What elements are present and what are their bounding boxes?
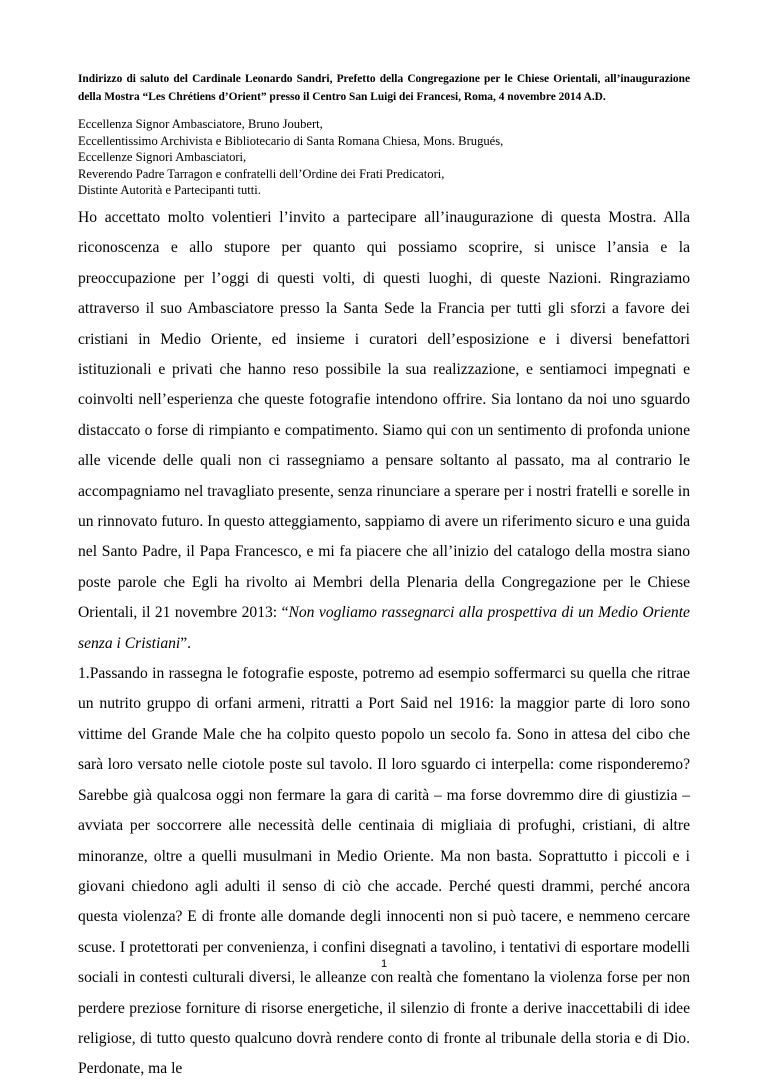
salutation-line: Eccellenze Signori Ambasciatori,: [78, 150, 247, 165]
pope-quote: Non vogliamo rassegnarci alla prospettiva di un Medio Oriente senza i Cristiani: [78, 604, 690, 652]
quote-open: “: [281, 604, 289, 622]
salutations-block: [78, 116, 690, 199]
page-number: 1: [380, 958, 388, 970]
salutation-line: Eccellenza Signor Ambasciatore, Bruno Joubert,: [78, 117, 323, 131]
document-heading: Indirizzo di saluto del Cardinale Leonardo Sandri, Prefetto della Congregazione per le Chiese Orientali, all’inaugurazione della Mostra “Les Chrétiens d’Orient” presso il Centro San Luigi dei Francesi, Roma, 4 novembre 2014 A.D.: [78, 73, 690, 103]
salutation-line: Eccellentissimo Archivista e Bibliotecario di Santa Romana Chiesa, Mons. Brugués,: [78, 133, 504, 148]
body-paragraph: [78, 203, 690, 659]
salutation-line: Distinte Autorità e Partecipanti tutti.: [78, 183, 261, 198]
salutation-line: Reverendo Padre Tarragon e confratelli dell’Ordine dei Frati Predicatori,: [78, 166, 445, 181]
quote-close: ”.: [180, 634, 192, 652]
paragraph-text: Ho accettato molto volentieri l’invito a partecipare all’inaugurazione di questa Mostra. Alla riconoscenza e allo stupore per quanto qui possiamo scoprire, si unisce l’ansia e la preoccupazione per l’oggi di questi volti, di questi luoghi, di queste Nazioni. Ringraziamo attraverso il suo Ambasciatore presso la Santa Sede la Francia per tutti gli sforzi a favore dei cristiani in Medio Oriente, ed insieme i curatori dell’esposizione e i diversi benefattori istituzionali e privati che hanno reso possibile la sua realizzazione, e sentiamoci impegnati e coinvolti nell’esperienza che queste fotografie intendono offrire. Sia lontano da noi uno sguardo distaccato o forse di rimpianto e compatimento. Siamo qui con un sentimento di profonda unione alle vicende delle quali non ci rassegniamo a pensare soltanto al passato, ma al contrario le accompagniamo nel travagliato presente, senza rinunciare a sperare per i nostri fratelli e sorelle in un rinnovato futuro. In questo atteggiamento, sappiamo di avere un riferimento sicuro e una guida nel Santo Padre, il Papa Francesco, e mi fa piacere che all’inizio del catalogo della mostra siano poste parole che Egli ha rivolto ai Membri della Plenaria della Congregazione per le Chiese Orientali, il 21 novembre 2013:: [78, 208, 690, 622]
body-paragraph: 1.Passando in rassegna le fotografie esposte, potremo ad esempio soffermarci su quella che ritrae un nutrito gruppo di orfani armeni, ritratti a Port Said nel 1916: la maggior parte di loro sono vittime del Grande Male che ha colpito questo popolo un secolo fa. Sono in attesa del cibo che sarà loro versato nelle ciotole poste sul tavolo. Il loro sguardo ci interpella: come risponderemo? Sarebbe già qualcosa oggi non fermare la gara di carità – ma forse dovremmo dire di giustizia – avviata per soccorrere alle necessità delle centinaia di migliaia di profughi, cristiani, di altre minoranze, oltre a quelli musulmani in Medio Oriente. Ma non basta. Soprattutto i piccoli e i giovani chiedono agli adulti il senso di ciò che accade. Perché questi drammi, perché ancora questa violenza? E di fronte alle domande degli innocenti non si può tacere, e nemmeno cercare scuse. I protettorati per convenienza, i confini disegnati a tavolino, i tentativi di esportare modelli sociali in contesti culturali diversi, le alleanze con realtà che fomentano la violenza forse per non perdere preziose forniture di risorse energetiche, il silenzio di fronte a derive inaccettabili di idee religiose, di tutto questo qualcuno dovrà rendere conto di fronte al tribunale della storia e di Dio. Perdonate, ma le: [78, 665, 690, 1078]
document-page: [78, 70, 690, 1085]
